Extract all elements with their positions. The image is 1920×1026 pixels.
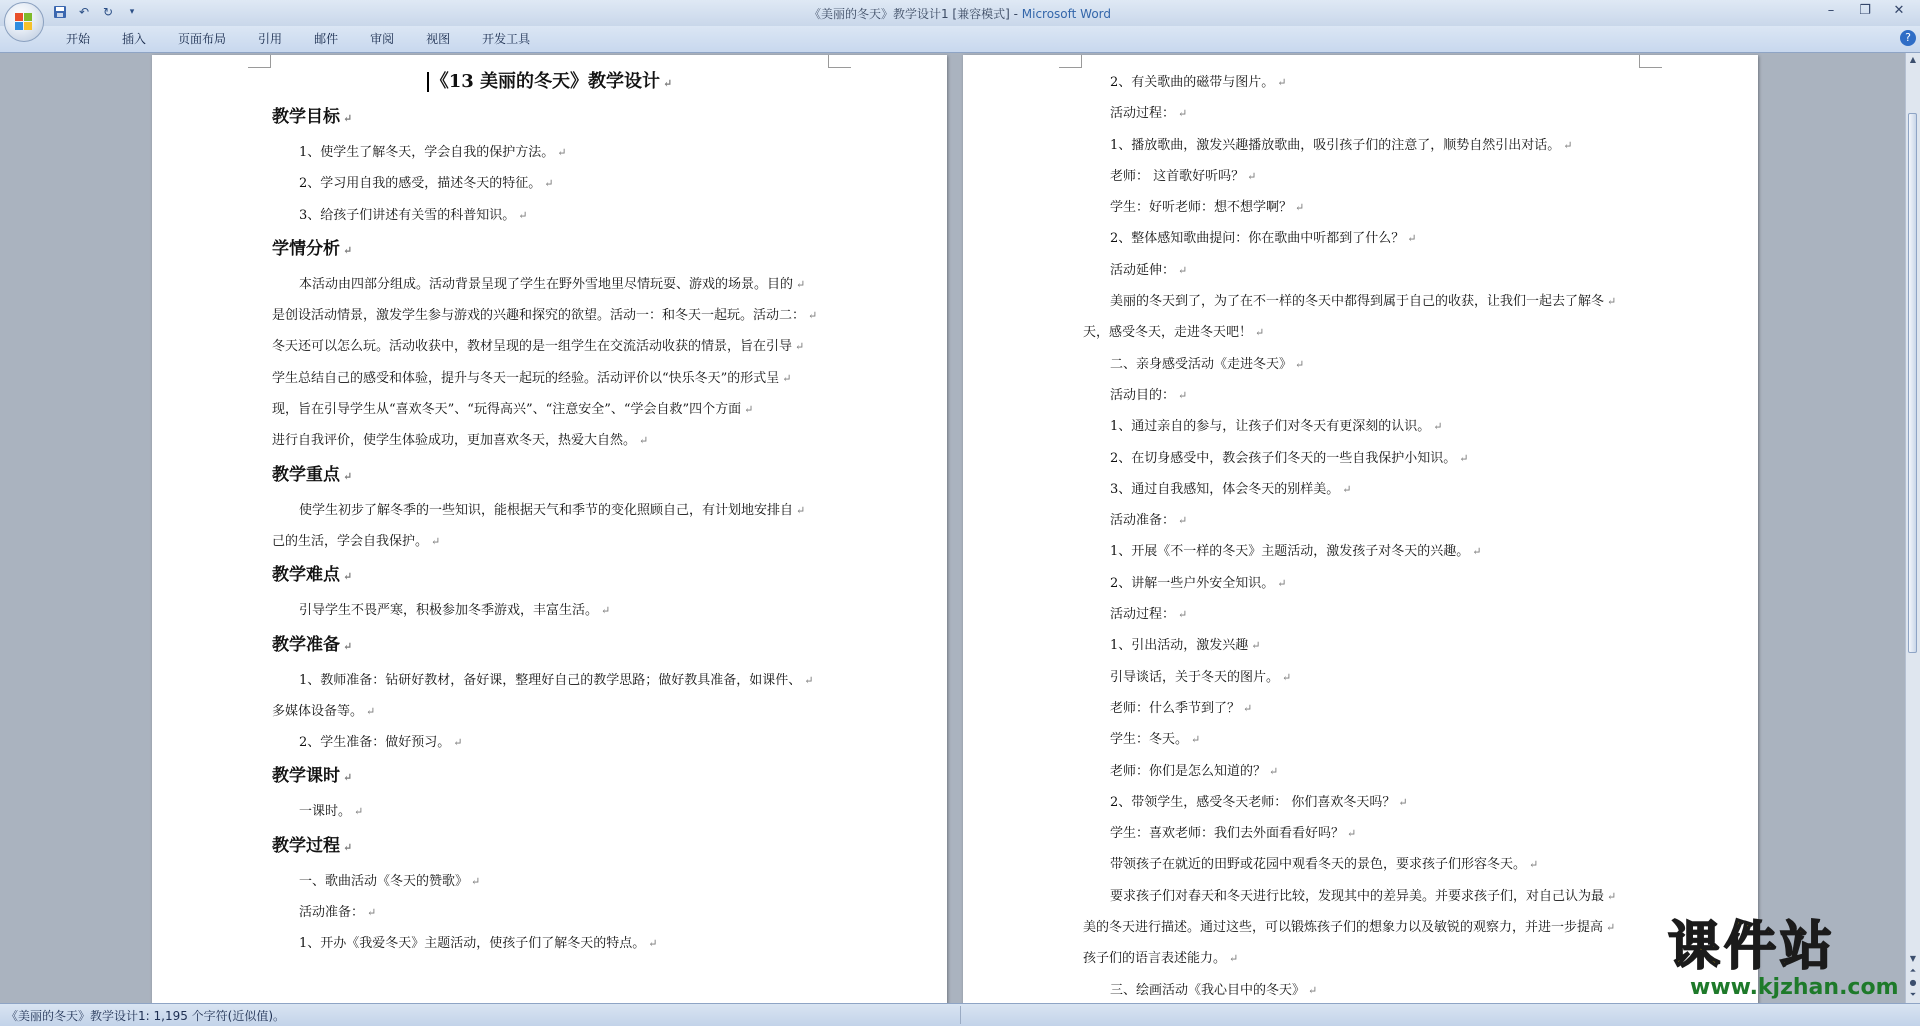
page-left-content[interactable] (272, 67, 827, 960)
window-title (0, 5, 1920, 22)
section-heading-text: 学情分析 (272, 238, 340, 259)
vertical-scrollbar[interactable] (1905, 53, 1920, 1003)
paragraph-text: 一课时。 (299, 804, 352, 820)
paragraph-text: 3、通过自我感知，体会冬天的别样美。 (1110, 481, 1340, 497)
section-heading (272, 758, 827, 796)
paragraph-text: 2、带领学生，感受冬天老师： 你们喜欢冬天吗？ (1110, 794, 1396, 810)
paragraph-mark: ↵ (639, 434, 649, 448)
margin-corner-mark (248, 55, 271, 68)
minimize-icon[interactable]: – (1827, 2, 1835, 18)
paragraph-text: 1、使学生了解冬天，学会自我的保护方法。 (299, 145, 555, 160)
paragraph-mark: ↵ (343, 771, 353, 785)
margin-corner-mark (1059, 55, 1082, 68)
paragraph-mark: ↵ (1178, 514, 1188, 528)
paragraph-mark: ↵ (1308, 983, 1318, 997)
paragraph (272, 425, 827, 456)
paragraph-mark: ↵ (1606, 921, 1616, 935)
paragraph-mark: ↵ (431, 534, 441, 548)
document-title: 《美丽的冬天》教学设计1 [兼容模式] (808, 7, 1010, 21)
paragraph-text: 使学生初步了解冬季的一些知识，能根据天气和季节的变化照顾自己，有计划地安排自 (299, 502, 794, 518)
paragraph-mark: ↵ (518, 208, 528, 222)
paragraph-mark: ↵ (796, 503, 806, 517)
paragraph-mark: ↵ (808, 309, 818, 323)
section-heading-text: 教学难点 (272, 565, 340, 586)
paragraph-mark: ↵ (1178, 263, 1188, 277)
paragraph-text: 进行自我评价，使学生体验成功，更加喜欢冬天，热爱大自然。 (272, 433, 637, 449)
paragraph-text: 2、有关歌曲的磁带与图片。 (1110, 75, 1275, 90)
paragraph-text: 1、通过亲自的参与，让孩子们对冬天有更深刻的认识。 (1110, 419, 1431, 435)
document-heading-text: 《13 美丽的冬天》教学设计 (430, 71, 661, 92)
ribbon-tabs (50, 30, 546, 48)
paragraph (1083, 130, 1638, 161)
paragraph-mark: ↵ (1247, 169, 1257, 183)
paragraph-text: 美丽的冬天到了，为了在不一样的冬天中都得到属于自己的收获，让我们一起去了解冬 (1110, 294, 1605, 310)
office-logo-icon (15, 13, 33, 31)
paragraph-mark: ↵ (1191, 733, 1201, 747)
paragraph (272, 897, 827, 928)
scroll-down-icon[interactable]: ▼ (1909, 954, 1917, 963)
tab-insert[interactable]: 插入 (122, 32, 147, 46)
paragraph (272, 168, 827, 199)
paragraph (272, 526, 827, 557)
status-divider (960, 1006, 961, 1024)
paragraph (272, 796, 827, 827)
paragraph-text: 2、讲解一些户外安全知识。 (1110, 575, 1275, 591)
paragraph-mark: ↵ (795, 340, 805, 354)
paragraph-mark: ↵ (343, 639, 353, 653)
paragraph (1083, 411, 1638, 442)
paragraph (1083, 505, 1638, 536)
paragraph-text: 活动目的： (1110, 387, 1176, 403)
paragraph (1083, 881, 1638, 912)
scroll-thumb[interactable] (1908, 113, 1917, 653)
paragraph-text: 2、学生准备：做好预习。 (299, 735, 451, 751)
paragraph-mark: ↵ (1472, 545, 1482, 559)
paragraph (1083, 67, 1638, 98)
document-heading (272, 67, 827, 99)
paragraph-text: 天，感受冬天，走进冬天吧！ (1083, 325, 1253, 341)
paragraph-text: 是创设活动情景，激发学生参与游戏的兴趣和探究的欲望。活动一：和冬天一起玩。活动二： (272, 308, 806, 324)
status-bar (0, 1003, 1920, 1026)
paragraph-text: 多媒体设备等。 (272, 703, 364, 719)
paragraph-mark: ↵ (343, 243, 353, 257)
paragraph-text: 带领孩子在就近的田野或花园中观看冬天的景色，要求孩子们形容冬天。 (1110, 857, 1527, 873)
paragraph-mark: ↵ (1295, 357, 1305, 371)
paragraph-mark: ↵ (366, 704, 376, 718)
scroll-up-icon[interactable]: ▲ (1909, 55, 1917, 64)
paragraph (272, 866, 827, 897)
undo-icon[interactable]: ↶ (78, 5, 90, 19)
paragraph (1083, 255, 1638, 286)
paragraph (1083, 223, 1638, 254)
page-right[interactable] (963, 55, 1758, 1003)
tab-references[interactable]: 引用 (258, 32, 283, 46)
paragraph-text: 一、歌曲活动《冬天的赞歌》 (299, 873, 469, 889)
paragraph-mark: ↵ (1342, 482, 1352, 496)
window-controls (1814, 0, 1916, 20)
section-heading (272, 828, 827, 866)
paragraph-mark: ↵ (1282, 670, 1292, 684)
paragraph-mark: ↵ (1243, 701, 1253, 715)
section-heading-text: 教学课时 (272, 766, 340, 787)
paragraph (272, 363, 827, 394)
paragraph-text: 二、亲身感受活动《走进冬天》 (1110, 356, 1293, 372)
paragraph-text: 1、播放歌曲，激发兴趣播放歌曲，吸引孩子们的注意了，顺势自然引出对话。 (1110, 137, 1561, 153)
paragraph-text: 引导谈话，关于冬天的图片。 (1110, 669, 1280, 685)
paragraph-mark: ↵ (1407, 232, 1417, 246)
customize-toolbar-icon[interactable]: ▾ (129, 7, 135, 17)
scroll-bottom-controls (1906, 953, 1920, 1001)
paragraph-text: 学生总结自己的感受和体验，提升与冬天一起玩的经验。活动评价以“快乐冬天”的形式呈 (272, 370, 780, 386)
paragraph-mark: ↵ (544, 177, 554, 191)
paragraph-text: 学生：喜欢老师：我们去外面看看好吗？ (1110, 826, 1345, 842)
paragraph-mark: ↵ (343, 570, 353, 584)
tab-page-layout[interactable]: 页面布局 (178, 32, 227, 46)
paragraph-text: 活动过程： (1110, 607, 1176, 623)
paragraph (272, 495, 827, 526)
paragraph-text: 老师：你们是怎么知道的？ (1110, 763, 1267, 779)
paragraph (1083, 349, 1638, 380)
maximize-icon[interactable]: ❐ (1859, 2, 1871, 18)
paragraph (272, 137, 827, 168)
paragraph (1083, 975, 1638, 1003)
paragraph (1083, 912, 1638, 943)
paragraph-mark: ↵ (796, 277, 806, 291)
previous-page-icon[interactable]: ⏶ (1909, 966, 1917, 975)
paragraph (1083, 536, 1638, 567)
paragraph-mark: ↵ (1529, 858, 1539, 872)
watermark-logo (1668, 918, 1908, 1003)
paragraph (272, 269, 827, 300)
paragraph-text: 1、开办《我爱冬天》主题活动，使孩子们了解冬天的特点。 (299, 936, 646, 952)
paragraph (1083, 756, 1638, 787)
close-icon[interactable]: ✕ (1893, 2, 1905, 18)
paragraph (1083, 380, 1638, 411)
paragraph (1083, 818, 1638, 849)
paragraph-mark: ↵ (1269, 764, 1279, 778)
paragraph-mark: ↵ (367, 906, 377, 920)
paragraph-mark: ↵ (1607, 889, 1617, 903)
paragraph (1083, 849, 1638, 880)
paragraph-mark: ↵ (1277, 76, 1287, 89)
paragraph-text: 老师： 这首歌好听吗？ (1110, 168, 1245, 184)
paragraph (272, 696, 827, 727)
section-heading-text: 教学目标 (272, 107, 340, 127)
margin-corner-mark (828, 55, 851, 68)
paragraph (1083, 317, 1638, 348)
redo-icon[interactable]: ↻ (102, 5, 114, 19)
paragraph-text: 老师：什么季节到了？ (1110, 700, 1241, 716)
paragraph (1083, 630, 1638, 661)
paragraph-mark: ↵ (557, 146, 567, 159)
paragraph-text: 学生：冬天。 (1110, 732, 1189, 748)
paragraph (1083, 443, 1638, 474)
page-left[interactable] (152, 55, 947, 1003)
paragraph-mark: ↵ (1295, 201, 1305, 215)
paragraph-text: 活动延伸： (1110, 262, 1176, 278)
paragraph (1083, 192, 1638, 223)
document-workspace[interactable] (0, 53, 1906, 1003)
paragraph-text: 美的冬天进行描述。通过这些，可以锻炼孩子们的想象力以及敏锐的观察力，并进一步提高 (1083, 920, 1604, 936)
watermark-title: 课件站 (1668, 917, 1837, 977)
paragraph (272, 665, 827, 696)
office-button[interactable] (4, 2, 44, 42)
paragraph-text: 三、绘画活动《我心目中的冬天》 (1110, 982, 1306, 998)
paragraph-text: 1、教师准备：钻研好教材，备好课，整理好自己的教学思路；做好教具准备，如课件、 (299, 672, 802, 688)
paragraph-mark: ↵ (1255, 326, 1265, 340)
paragraph (1083, 474, 1638, 505)
paragraph-mark: ↵ (1277, 576, 1287, 590)
paragraph-text: 2、在切身感受中，教会孩子们冬天的一些自我保护小知识。 (1110, 450, 1457, 466)
paragraph (272, 394, 827, 425)
paragraph-text: 活动过程： (1110, 106, 1176, 122)
paragraph-mark: ↵ (343, 840, 353, 854)
paragraph (272, 300, 827, 331)
paragraph-text: 本活动由四部分组成。活动背景呈现了学生在野外雪地里尽情玩耍、游戏的场景。目的 (299, 276, 794, 292)
paragraph-text: 2、整体感知歌曲提问：你在歌曲中听都到了什么？ (1110, 231, 1405, 247)
paragraph-text: 冬天还可以怎么玩。活动收获中，教材呈现的是一组学生在交流活动收获的情景，旨在引导 (272, 339, 793, 355)
paragraph-text: 学生：好听老师：想不想学啊？ (1110, 200, 1293, 216)
paragraph-mark: ↵ (601, 604, 611, 618)
paragraph-text: 1、开展《不一样的冬天》主题活动，激发孩子对冬天的兴趣。 (1110, 544, 1470, 560)
page-right-content[interactable] (1083, 67, 1638, 1003)
app-name: Microsoft Word (1021, 7, 1112, 21)
paragraph-mark: ↵ (343, 469, 353, 483)
section-heading-text: 教学准备 (272, 634, 340, 655)
paragraph-mark: ↵ (663, 77, 673, 90)
paragraph (1083, 568, 1638, 599)
paragraph-text: 现，旨在引导学生从“喜欢冬天”、“玩得高兴”、“注意安全”、“学会自救”四个方面 (272, 402, 742, 418)
section-heading (272, 457, 827, 495)
paragraph-mark: ↵ (744, 403, 754, 417)
section-heading (272, 557, 827, 595)
paragraph-mark: ↵ (1459, 451, 1469, 465)
paragraph (1083, 787, 1638, 818)
paragraph (272, 727, 827, 758)
paragraph (1083, 724, 1638, 755)
paragraph-text: 己的生活，学会自我保护。 (272, 533, 429, 549)
paragraph (1083, 599, 1638, 630)
tab-mailings[interactable]: 邮件 (314, 32, 339, 46)
paragraph-text: 3、给孩子们讲述有关雪的科普知识。 (299, 207, 516, 223)
paragraph (1083, 98, 1638, 129)
paragraph-mark: ↵ (453, 736, 463, 750)
paragraph (1083, 693, 1638, 724)
paragraph-text: 活动准备： (1110, 513, 1176, 529)
paragraph (1083, 943, 1638, 974)
paragraph (1083, 286, 1638, 317)
paragraph-text: 引导学生不畏严寒，积极参加冬季游戏，丰富生活。 (299, 603, 599, 619)
paragraph-text: 1、引出活动，激发兴趣 (1110, 638, 1249, 654)
paragraph (272, 331, 827, 362)
paragraph-mark: ↵ (1178, 388, 1188, 402)
paragraph (272, 200, 827, 231)
paragraph-mark: ↵ (1178, 608, 1188, 622)
tab-developer[interactable]: 开发工具 (482, 32, 531, 46)
paragraph-mark: ↵ (471, 874, 481, 888)
paragraph-mark: ↵ (1229, 952, 1239, 966)
margin-corner-mark (1639, 55, 1662, 68)
tab-home[interactable]: 开始 (66, 32, 91, 46)
watermark-url: www.kjzhan.com (1690, 975, 1899, 1000)
tab-view[interactable]: 视图 (426, 32, 451, 46)
paragraph (1083, 161, 1638, 192)
paragraph (272, 595, 827, 626)
help-icon[interactable]: ? (1900, 30, 1916, 46)
paragraph-mark: ↵ (804, 673, 814, 687)
paragraph (1083, 662, 1638, 693)
paragraph-mark: ↵ (1251, 639, 1261, 653)
section-heading-text: 教学过程 (272, 835, 340, 856)
paragraph-mark: ↵ (1433, 420, 1443, 434)
paragraph-mark: ↵ (1563, 138, 1573, 152)
section-heading (272, 231, 827, 269)
paragraph-mark: ↵ (1398, 795, 1408, 809)
status-text: 《美丽的冬天》教学设计1: 1,195 个字符(近似值)。 (6, 1009, 286, 1023)
tab-review[interactable]: 审阅 (370, 32, 395, 46)
text-cursor (427, 72, 429, 92)
paragraph-mark: ↵ (1178, 107, 1188, 121)
paragraph-mark: ↵ (648, 937, 658, 951)
title-separator: - (1009, 7, 1022, 21)
paragraph-text: 孩子们的语言表述能力。 (1083, 951, 1227, 967)
paragraph-mark: ↵ (343, 112, 353, 125)
paragraph-mark: ↵ (782, 371, 792, 385)
ribbon (0, 26, 1920, 53)
section-heading-text: 教学重点 (272, 464, 340, 485)
paragraph (272, 928, 827, 959)
section-heading (272, 627, 827, 665)
paragraph-mark: ↵ (354, 805, 364, 819)
paragraph-text: 要求孩子们对春天和冬天进行比较，发现其中的差异美。并要求孩子们，对自己认为最 (1110, 888, 1605, 904)
section-heading (272, 99, 827, 137)
next-page-icon[interactable]: ⏷ (1909, 990, 1917, 999)
paragraph-text: 活动准备： (299, 905, 365, 921)
paragraph-text: 2、学习用自我的感受，描述冬天的特征。 (299, 176, 542, 192)
paragraph-mark: ↵ (1347, 827, 1357, 841)
paragraph-mark: ↵ (1607, 295, 1617, 309)
title-bar (0, 0, 1920, 26)
select-browse-object-icon[interactable]: ● (1909, 978, 1917, 987)
